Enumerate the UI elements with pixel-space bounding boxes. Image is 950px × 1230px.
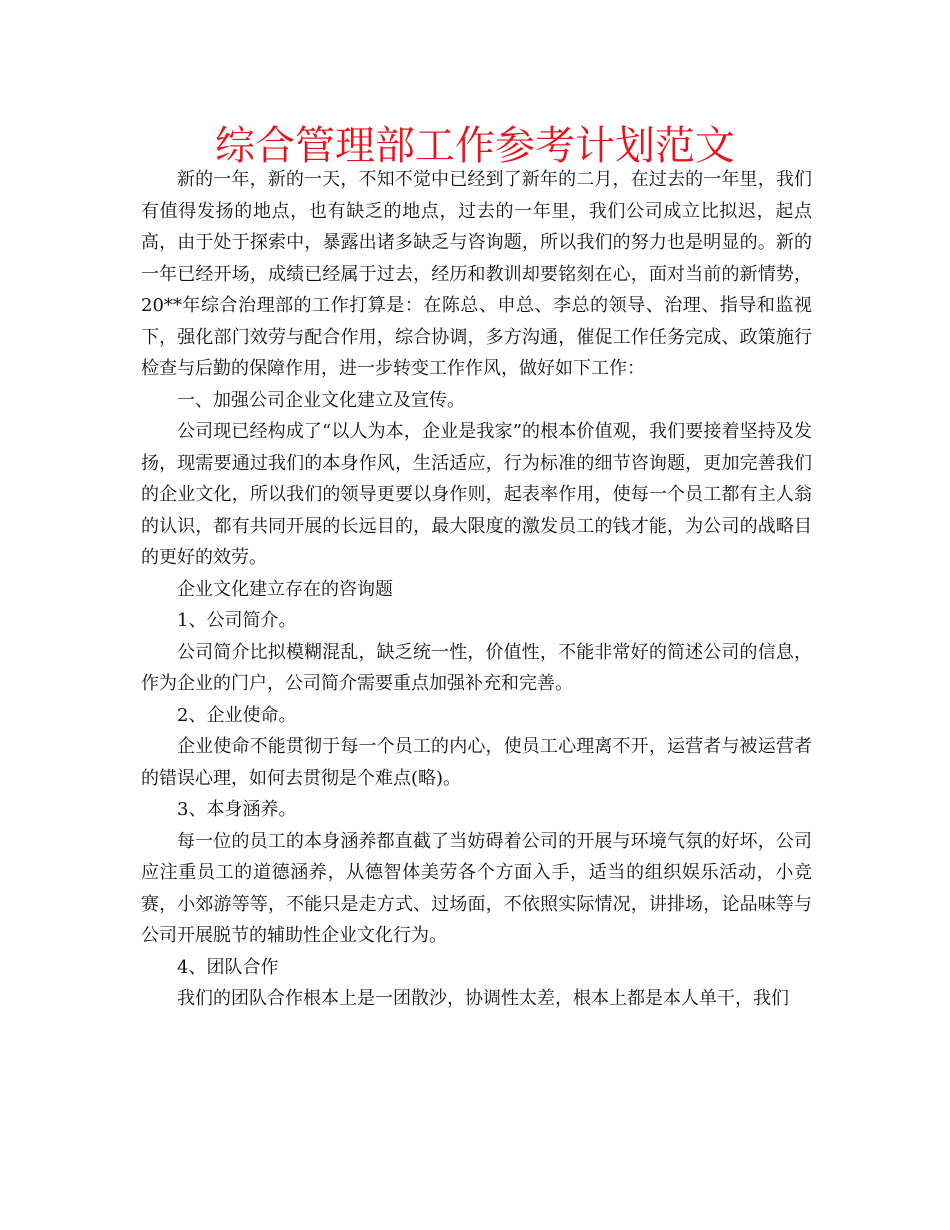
item-paragraph-1: 公司简介比拟模糊混乱，缺乏统一性，价值性，不能非常好的简述公司的信息，作为企业的门户，公司简介需要重点加强补充和完善。 bbox=[141, 641, 812, 694]
item-heading-3: 3、本身涵养。 bbox=[177, 799, 297, 820]
culture-paragraph: 公司现已经构成了“以人为本，企业是我家”的根本价值观，我们要接着坚持及发扬，现需要通过我们的本身作风，生活适应，行为标准的细节咨询题，更加完善我们的企业文化，所以我们的领导更要以身作则，起表率作用，使每一个员工都有主人翁的认识，都有共同开展的长远目的，最大限度的激发员工的钱才能，为公司的战略目的更好的效劳。 bbox=[141, 421, 812, 568]
item-heading-2: 2、企业使命。 bbox=[177, 704, 297, 726]
item-heading-1: 1、公司简介。 bbox=[177, 610, 297, 631]
item-paragraph-2: 企业使命不能贯彻于每一个员工的内心，使员工心理离不开，运营者与被运营者的错误心理，如何去贯彻是个难点(略)。 bbox=[141, 736, 812, 789]
subheading-issues: 企业文化建立存在的咨询题 bbox=[177, 578, 393, 600]
intro-paragraph: 新的一年，新的一天，不知不觉中已经到了新年的二月，在过去的一年里，我们有值得发扬的地点，也有缺乏的地点，过去的一年里，我们公司成立比拟迟，起点高，由于处于探索中，暴露出诸多缺乏与咨询题，所以我们的努力也是明显的。新的一年已经开场，成绩已经属于过去，经历和教训却要铭刻在心，面对当前的新情势，20**年综合治理部的工作打算是：在陈总、申总、李总的领导、治理、指导和监视下，强化部门效劳与配合作用，综合协调，多方沟通，催促工作任务完成、政策施行检查与后勤的保障作用，进一步转变工作作风，做好如下工作： bbox=[141, 169, 812, 379]
item-paragraph-4: 我们的团队合作根本上是一团散沙，协调性太差，根本上都是本人单干，我们 bbox=[177, 988, 789, 1009]
document-body bbox=[141, 164, 812, 1015]
section-heading-1: 一、加强公司企业文化建立及宣传。 bbox=[177, 389, 465, 411]
document-title: 综合管理部工作参考计划范文 bbox=[215, 123, 735, 169]
item-heading-4: 4、团队合作 bbox=[177, 956, 279, 978]
item-paragraph-3: 每一位的员工的本身涵养都直截了当妨碍着公司的开展与环境气氛的好坏，公司应注重员工的道德涵养，从德智体美劳各个方面入手，适当的组织娱乐活动，小竞赛，小郊游等等，不能只是走方式、过场面，不依照实际情况，讲排场，论品味等与公司开展脱节的辅助性企业文化行为。 bbox=[141, 830, 812, 946]
